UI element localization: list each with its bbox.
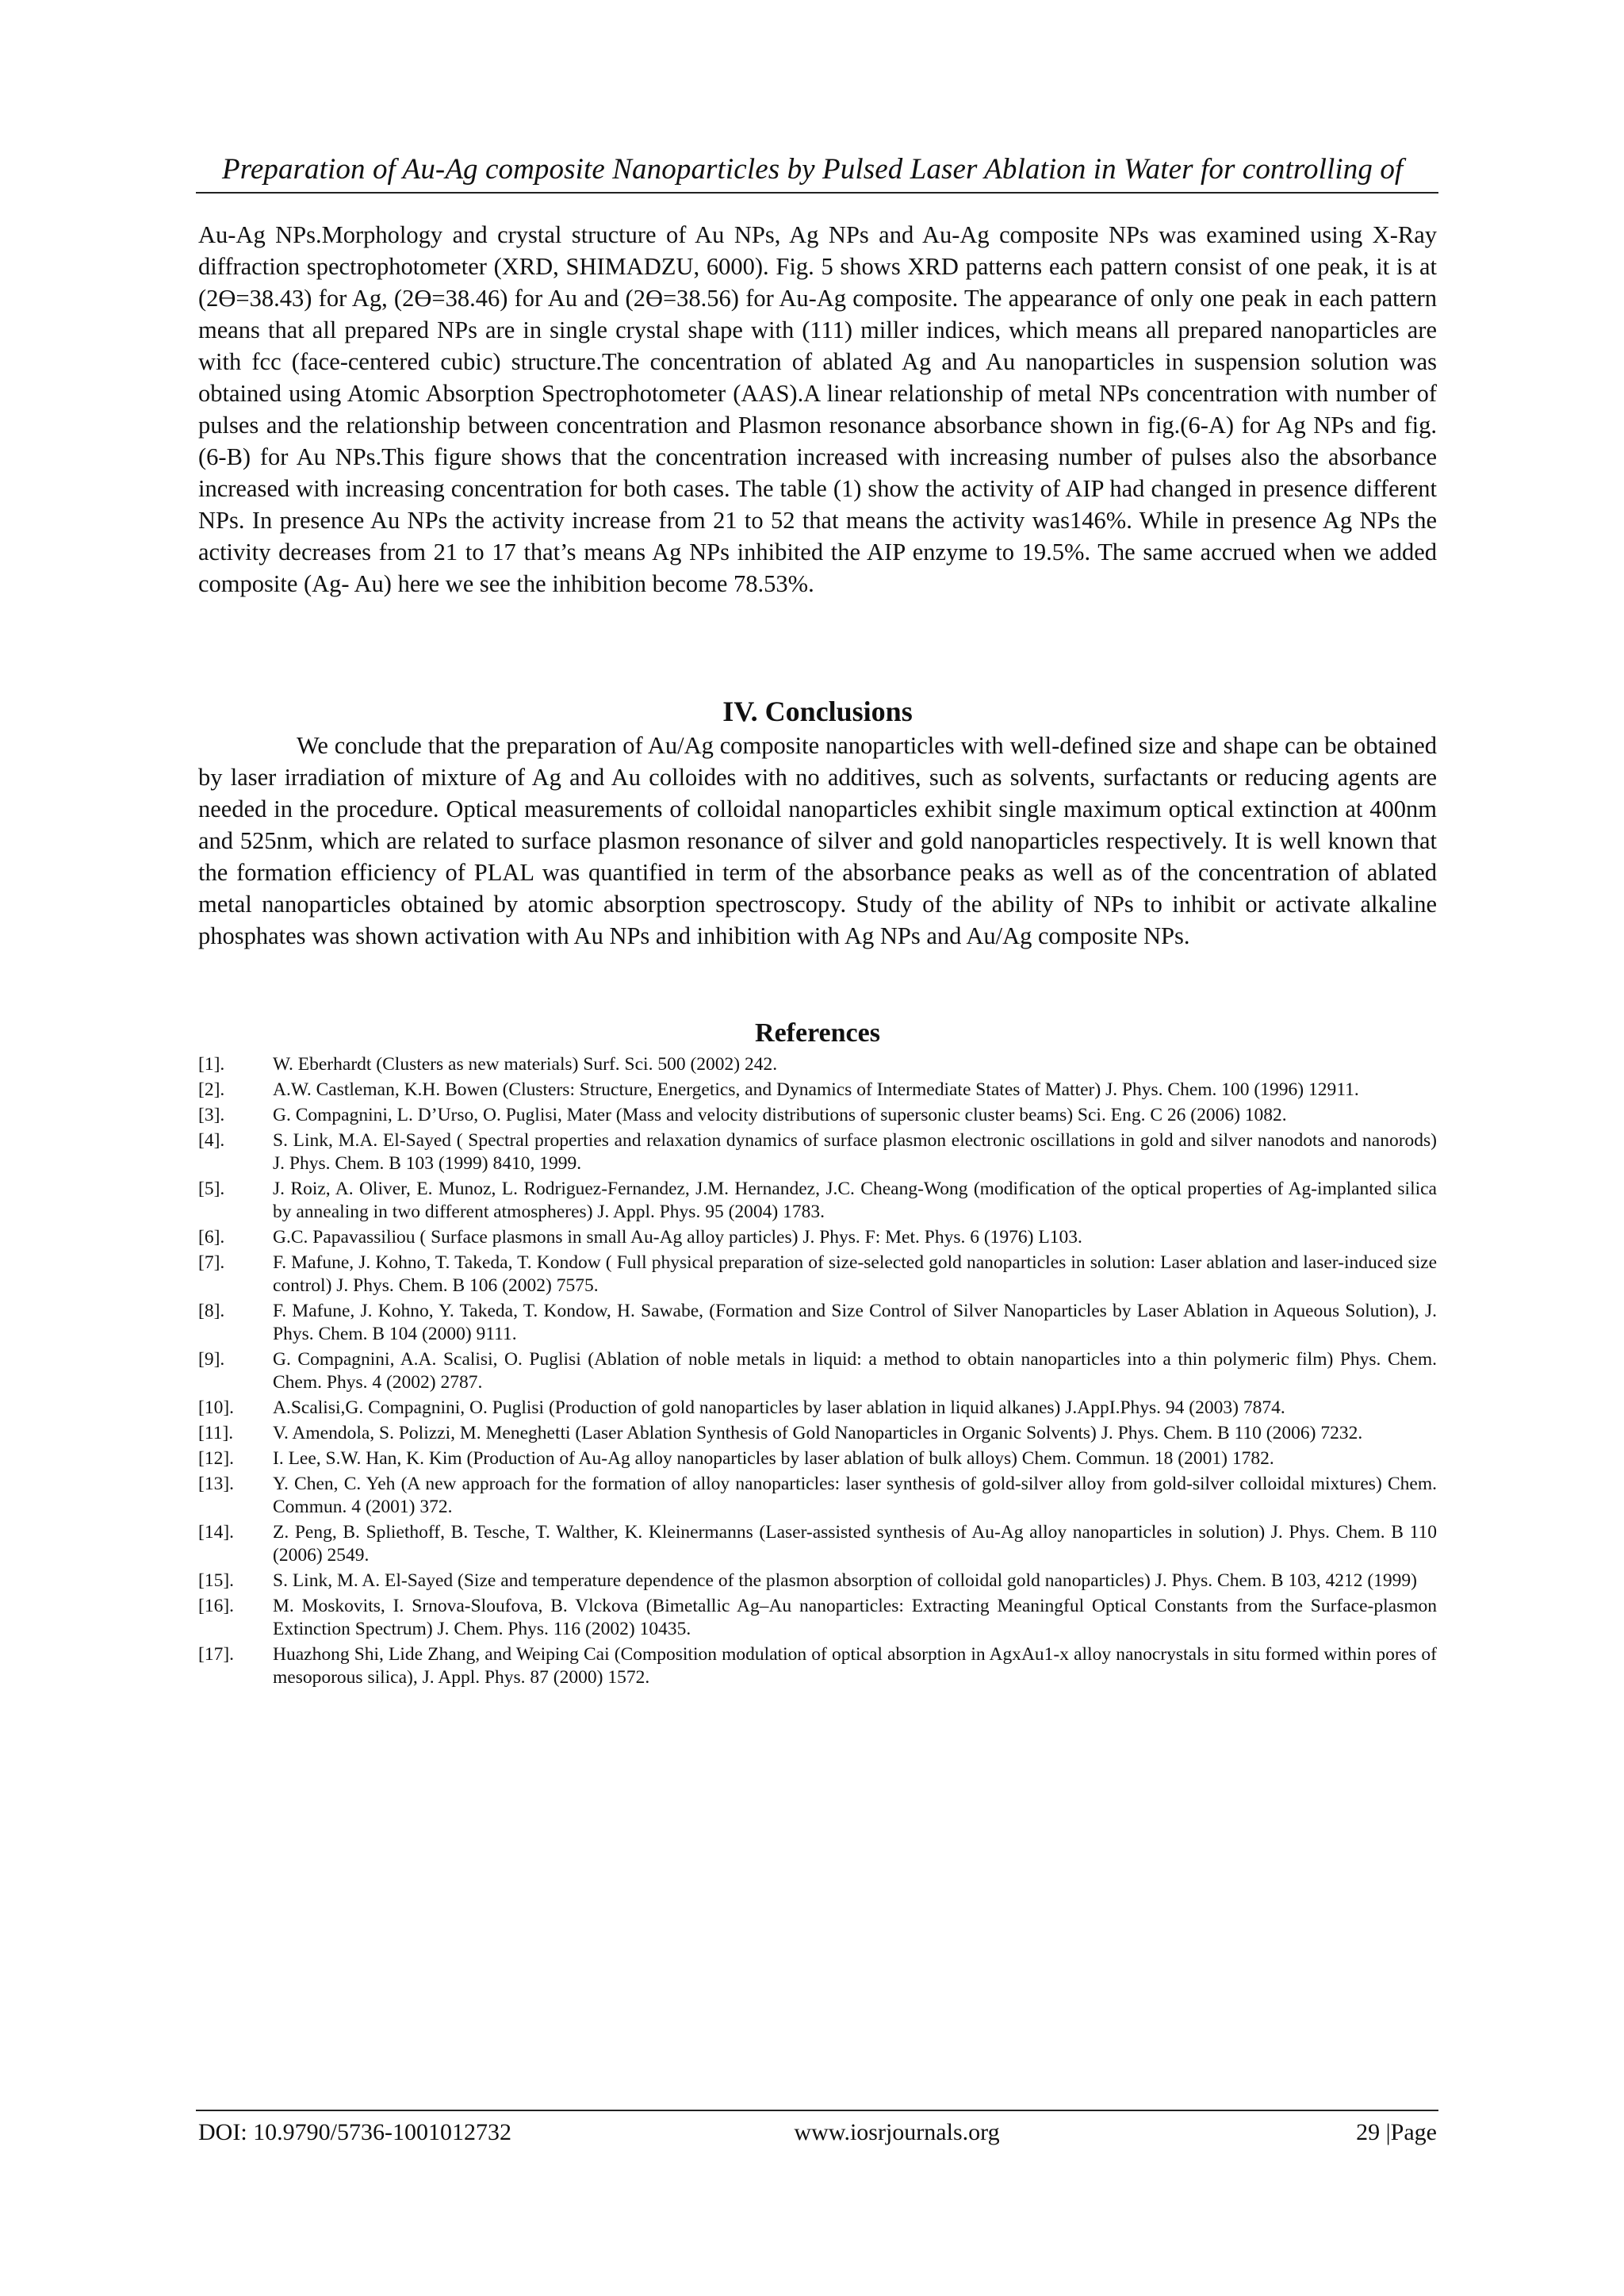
- reference-text: M. Moskovits, I. Srnova-Sloufova, B. Vlckova (Bimetallic Ag–Au nanoparticles: Extracting Meaningful Optical Constants from the Surface-plasmon Extinction Spectrum) J. Chem. Phys. 116 (2002) 10435.: [273, 1596, 1437, 1639]
- header-divider: [196, 192, 1438, 194]
- reference-text: J. Roiz, A. Oliver, E. Munoz, L. Rodriguez-Fernandez, J.M. Hernandez, J.C. Cheang-Wong (modification of the optical properties of Ag-implanted silica by annealing in two different atmospheres) J. Appl. Phys. 95 (2004) 1783.: [273, 1179, 1437, 1222]
- reference-text: G.C. Papavassiliou ( Surface plasmons in small Au-Ag alloy particles) J. Phys. F: Met. Phys. 6 (1976) L103.: [273, 1227, 1082, 1248]
- reference-text: Y. Chen, C. Yeh (A new approach for the formation of alloy nanoparticles: laser synthesis of gold-silver alloy from gold-silver colloidal mixtures) Chem. Commun. 4 (2001) 372.: [273, 1474, 1437, 1517]
- reference-text: W. Eberhardt (Clusters as new materials) Surf. Sci. 500 (2002) 242.: [273, 1054, 778, 1075]
- footer-doi: DOI: 10.9790/5736-1001012732: [198, 2119, 511, 2145]
- reference-text: G. Compagnini, L. D’Urso, O. Puglisi, Mater (Mass and velocity distributions of supersonic cluster beams) Sci. Eng. C 26 (2006) 1082.: [273, 1105, 1287, 1125]
- reference-text: S. Link, M. A. El-Sayed (Size and temperature dependence of the plasmon absorption of colloidal gold nanoparticles) J. Phys. Chem. B 103, 4212 (1999): [273, 1570, 1418, 1591]
- reference-number: [7].: [198, 1252, 225, 1273]
- reference-text: S. Link, M.A. El-Sayed ( Spectral properties and relaxation dynamics of surface plasmon electronic oscillations in gold and silver nanodots and nanorods) J. Phys. Chem. B 103 (1999) 8410, 1999.: [273, 1130, 1437, 1174]
- conclusions-paragraph: We conclude that the preparation of Au/Ag composite nanoparticles with well-defined size and shape can be obtained by laser irradiation of mixture of Ag and Au colloides with no additives, such as solvents, surfactants or reducing agents are needed in the procedure. Optical measurements of colloidal nanoparticles exhibit single maximum optical extinction at 400nm and 525nm, which are related to surface plasmon resonance of silver and gold nanoparticles respectively. It is well known that the formation efficiency of PLAL was quantified in term of the absorbance peaks as well as of the concentration of ablated metal nanoparticles obtained by atomic absorption spectroscopy. Study of the ability of NPs to inhibit or activate alkaline phosphates was shown activation with Au NPs and inhibition with Ag NPs and Au/Ag composite NPs.: [198, 732, 1437, 949]
- reference-number: [9].: [198, 1349, 225, 1370]
- reference-number: [12].: [198, 1448, 235, 1469]
- reference-number: [11].: [198, 1423, 234, 1443]
- reference-text: G. Compagnini, A.A. Scalisi, O. Puglisi (Ablation of noble metals in liquid: a method to obtain nanoparticles into a thin polymeric film) Phys. Chem. Chem. Phys. 4 (2002) 2787.: [273, 1349, 1437, 1393]
- conclusions-section: [198, 730, 1437, 952]
- reference-item: [198, 1570, 1437, 1593]
- reference-item: [198, 1422, 1437, 1445]
- body-paragraph: Au-Ag NPs.Morphology and crystal structure of Au NPs, Ag NPs and Au-Ag composite NPs was examined using X-Ray diffraction spectrophotometer (XRD, SHIMADZU, 6000). Fig. 5 shows XRD patterns each pattern consist of one peak, it is at (2ϴ=38.43) for Ag, (2ϴ=38.46) for Au and (2ϴ=38.56) for Au-Ag composite. The appearance of only one peak in each pattern means that all prepared NPs are in single crystal shape with (111) miller indices, which means all prepared nanoparticles are with fcc (face-centered cubic) structure.The concentration of ablated Ag and Au nanoparticles in suspension solution was obtained using Atomic Absorption Spectrophotometer (AAS).A linear relationship of metal NPs concentration with number of pulses and the relationship between concentration and Plasmon resonance absorbance shown in fig.(6-A) for Ag NPs and fig.(6-B) for Au NPs.This figure shows that the concentration increased with increasing number of pulses also the absorbance increased with increasing concentration for both cases. The table (1) show the activity of AIP had changed in presence different NPs. In presence Au NPs the activity increase from 21 to 52 that means the activity was146%. While in presence Ag NPs the activity decreases from 21 to 17 that’s means Ag NPs inhibited the AIP enzyme to 19.5%. The same accrued when we added composite (Ag- Au) here we see the inhibition become 78.53%.: [198, 221, 1437, 597]
- reference-item: [198, 1104, 1437, 1127]
- reference-number: [1].: [198, 1054, 225, 1075]
- reference-text: V. Amendola, S. Polizzi, M. Meneghetti (Laser Ablation Synthesis of Gold Nanoparticles in Organic Solvents) J. Phys. Chem. B 110 (2006) 7232.: [273, 1423, 1363, 1443]
- reference-text: F. Mafune, J. Kohno, T. Takeda, T. Kondow ( Full physical preparation of size-selected gold nanoparticles in solution: Laser ablation and laser-induced size control) J. Phys. Chem. B 106 (2002) 7575.: [273, 1252, 1437, 1296]
- reference-number: [6].: [198, 1227, 225, 1248]
- reference-item: [198, 1397, 1437, 1420]
- reference-item: [198, 1348, 1437, 1394]
- reference-text: F. Mafune, J. Kohno, Y. Takeda, T. Kondow, H. Sawabe, (Formation and Size Control of Silver Nanoparticles by Laser Ablation in Aqueous Solution), J. Phys. Chem. B 104 (2000) 9111.: [273, 1301, 1437, 1344]
- running-header: Preparation of Au-Ag composite Nanoparticles by Pulsed Laser Ablation in Water for controlling of: [222, 153, 1404, 186]
- reference-number: [14].: [198, 1522, 235, 1543]
- references-list: [198, 1053, 1437, 1692]
- references-heading: References: [755, 1018, 880, 1048]
- reference-number: [10].: [198, 1397, 235, 1418]
- reference-number: [5].: [198, 1179, 225, 1199]
- reference-text: I. Lee, S.W. Han, K. Kim (Production of Au-Ag alloy nanoparticles by laser ablation of bulk alloys) Chem. Commun. 18 (2001) 1782.: [273, 1448, 1274, 1469]
- reference-text: A.Scalisi,G. Compagnini, O. Puglisi (Production of gold nanoparticles by laser ablation in liquid alkanes) J.AppI.Phys. 94 (2003) 7874.: [273, 1397, 1285, 1418]
- reference-number: [16].: [198, 1596, 235, 1616]
- reference-item: [198, 1447, 1437, 1470]
- body-section: [198, 219, 1437, 600]
- reference-item: [198, 1595, 1437, 1641]
- reference-item: [198, 1079, 1437, 1102]
- reference-item: [198, 1521, 1437, 1567]
- reference-item: [198, 1251, 1437, 1297]
- reference-number: [15].: [198, 1570, 235, 1591]
- reference-text: Z. Peng, B. Spliethoff, B. Tesche, T. Walther, K. Kleinermanns (Laser-assisted synthesis of Au-Ag alloy nanoparticles in solution) J. Phys. Chem. B 110 (2006) 2549.: [273, 1522, 1437, 1566]
- footer-page-number: 29 |Page: [1356, 2119, 1437, 2145]
- page-footer: [198, 2119, 1437, 2146]
- footer-website: www.iosrjournals.org: [794, 2119, 1000, 2145]
- reference-item: [198, 1300, 1437, 1346]
- reference-item: [198, 1129, 1437, 1175]
- reference-number: [3].: [198, 1105, 225, 1125]
- reference-item: [198, 1473, 1437, 1519]
- reference-item: [198, 1643, 1437, 1689]
- conclusions-heading: IV. Conclusions: [722, 696, 913, 727]
- reference-number: [2].: [198, 1079, 225, 1100]
- reference-item: [198, 1226, 1437, 1249]
- reference-text: A.W. Castleman, K.H. Bowen (Clusters: Structure, Energetics, and Dynamics of Intermediate States of Matter) J. Phys. Chem. 100 (1996) 12911.: [273, 1079, 1359, 1100]
- reference-number: [4].: [198, 1130, 225, 1151]
- reference-item: [198, 1053, 1437, 1076]
- reference-item: [198, 1178, 1437, 1224]
- footer-divider: [196, 2110, 1438, 2111]
- reference-number: [8].: [198, 1301, 225, 1321]
- reference-number: [17].: [198, 1644, 235, 1665]
- reference-text: Huazhong Shi, Lide Zhang, and Weiping Cai (Composition modulation of optical absorption in AgxAu1-x alloy nanocrystals in situ formed within pores of mesoporous silica), J. Appl. Phys. 87 (2000) 1572.: [273, 1644, 1437, 1688]
- reference-number: [13].: [198, 1474, 235, 1494]
